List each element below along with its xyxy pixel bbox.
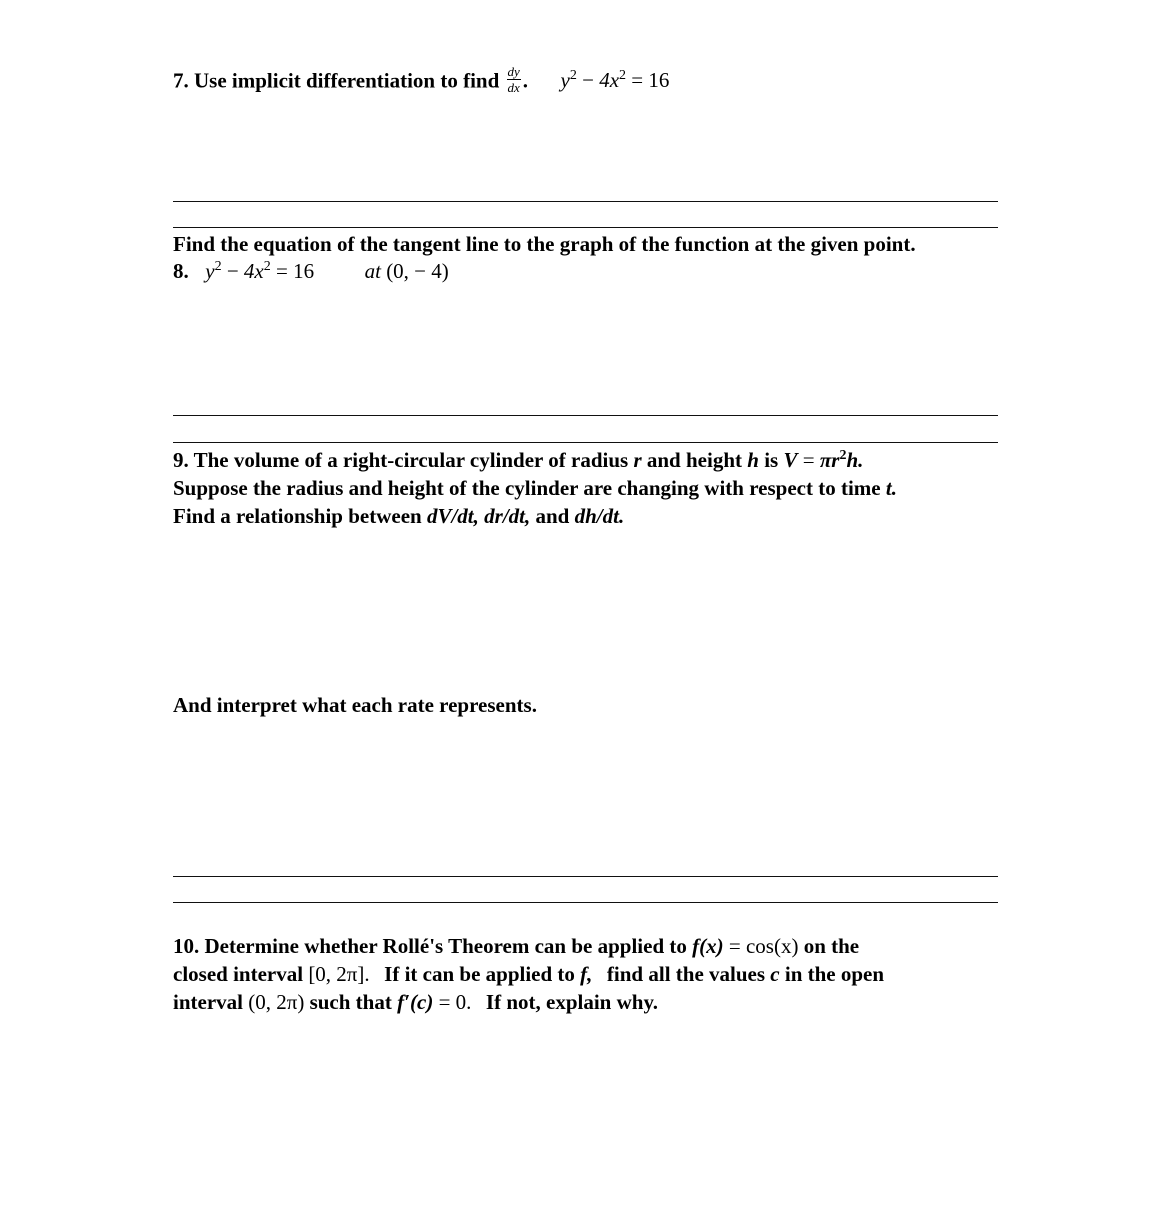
question-9-line-2: Suppose the radius and height of the cylinder are changing with respect to time t. <box>173 476 897 500</box>
answer-line <box>173 201 998 202</box>
tangent-line-instruction: Find the equation of the tangent line to the graph of the function at the given point. <box>173 232 916 256</box>
question-10-line-3: interval (0, 2π) such that f′(c) = 0. If not, explain why. <box>173 990 659 1014</box>
question-10-line-1: 10. Determine whether Rollé's Theorem can be applied to f(x) = cos(x) on the <box>173 934 860 958</box>
answer-line <box>173 227 998 228</box>
answer-line <box>173 876 998 877</box>
at-word: at <box>364 259 381 283</box>
q8-equation: $y^2 - 4x^2 = 16$ <box>205 259 315 283</box>
answer-line <box>173 902 998 903</box>
dy-dx-fraction: $\frac{dy}{dx}$ <box>507 64 520 95</box>
question-10-line-2: closed interval [0, 2π]. If it can be applied to f, find all the values c in the open <box>173 962 885 986</box>
question-7: 7. Use implicit differentiation to find $\frac{dy}{dx}$ . $y^2 - 4x^2 = 16$ <box>173 64 670 95</box>
q7-equation: $y^2 - 4x^2 = 16$ <box>560 68 670 93</box>
question-9-line-3: Find a relationship between dV/dt, dr/dt, and dh/dt. <box>173 504 625 528</box>
answer-line <box>173 415 998 416</box>
question-9-line-1: 9. The volume of a right-circular cylinder of radius r and height h is $V = \pi r^2h$. <box>173 448 864 472</box>
interpret-prompt: And interpret what each rate represents. <box>173 693 537 717</box>
given-point: (0, − 4) <box>386 259 449 283</box>
answer-line <box>173 442 998 443</box>
question-8: 8. $y^2 - 4x^2 = 16$ at (0, − 4) <box>173 259 449 283</box>
q7-prompt: 7. Use implicit differentiation to find <box>173 68 500 93</box>
